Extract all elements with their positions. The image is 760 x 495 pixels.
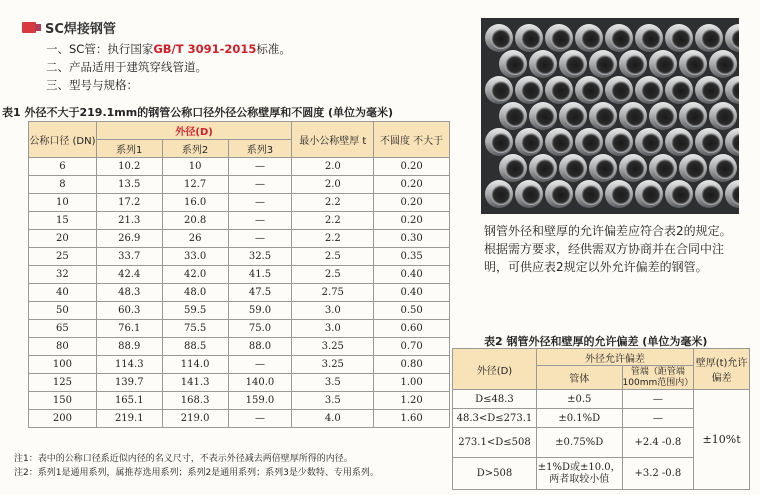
table1-row	[29, 284, 450, 302]
pipe-opening-shape	[625, 159, 645, 179]
pipe-opening-shape	[565, 107, 585, 127]
td-series3: 75.0	[228, 320, 292, 338]
pipe-opening-shape	[671, 133, 691, 153]
t2-wall: ±10%t	[694, 390, 750, 490]
pipe-opening-shape	[595, 55, 615, 75]
pipe-opening-shape	[581, 133, 601, 153]
td-dn: 20	[29, 230, 97, 248]
pipe-opening-shape	[685, 55, 705, 75]
td-thickness: 3.25	[292, 338, 374, 356]
pipe-opening-shape	[565, 159, 585, 179]
td-ovality: 0.40	[374, 266, 450, 284]
t2-end: +2.4 -0.8	[622, 428, 694, 458]
section-title: SC焊接钢管	[45, 22, 116, 37]
td-thickness: 3.5	[292, 392, 374, 410]
td-series2: 26	[162, 230, 228, 248]
pipe-opening-shape	[535, 55, 555, 75]
pipe-opening-shape	[701, 81, 721, 101]
table1-row	[29, 302, 450, 320]
td-series2: 168.3	[162, 392, 228, 410]
td-thickness: 2.5	[292, 266, 374, 284]
td-dn: 40	[29, 284, 97, 302]
td-dn: 150	[29, 392, 97, 410]
pipe-opening-shape	[701, 185, 721, 205]
pipe-opening-shape	[611, 185, 631, 205]
t2-body: ±0.75%D	[536, 428, 622, 458]
td-thickness: 2.0	[292, 158, 374, 176]
td-series1: 165.1	[96, 392, 162, 410]
pipe-opening-shape	[641, 29, 661, 49]
deviation-paragraph: 钢管外径和壁厚的允许偏差应符合表2的规定。根据需方要求，经供需双方协商并在合同中注明，可供应表2规定以外允许偏差的钢管。	[484, 224, 732, 274]
pipe-opening-shape	[625, 55, 645, 75]
td-dn: 32	[29, 266, 97, 284]
pipe-opening-shape	[551, 185, 571, 205]
th2-body: 管体	[536, 366, 622, 390]
th2-wall: 壁厚(t)允许偏差	[694, 349, 750, 390]
td-ovality: 0.35	[374, 248, 450, 266]
pipe-opening-shape	[521, 29, 541, 49]
pipe-opening-shape	[505, 159, 525, 179]
table1-row	[29, 248, 450, 266]
pipe-opening-shape	[641, 81, 661, 101]
td-series1: 60.3	[96, 302, 162, 320]
td-ovality: 0.30	[374, 230, 450, 248]
td-series2: 33.0	[162, 248, 228, 266]
th-series2: 系列2	[162, 140, 228, 158]
td-series1: 114.3	[96, 356, 162, 374]
pipe-opening-shape	[685, 159, 705, 179]
td-thickness: 3.0	[292, 320, 374, 338]
pipes-image	[481, 18, 739, 214]
table1-row	[29, 266, 450, 284]
td-series3: —	[228, 230, 292, 248]
table2	[452, 348, 750, 490]
t2-end: —	[622, 409, 694, 428]
pipe-opening-shape	[491, 133, 511, 153]
td-series1: 88.9	[96, 338, 162, 356]
th-dn: 公称口径 (DN)	[29, 122, 97, 158]
td-ovality: 0.80	[374, 356, 450, 374]
td-series3: 47.5	[228, 284, 292, 302]
td-ovality: 0.20	[374, 176, 450, 194]
pipe-opening-shape	[581, 185, 601, 205]
td-series3: —	[228, 176, 292, 194]
td-ovality: 0.40	[374, 284, 450, 302]
td-series1: 33.7	[96, 248, 162, 266]
t2-od: 48.3<D≤273.1	[453, 409, 537, 428]
spec-list	[46, 40, 291, 94]
t2-end: —	[622, 390, 694, 409]
table2-caption: 表2 钢管外径和壁厚的允许偏差 (单位为毫米)	[484, 335, 708, 348]
td-ovality: 1.00	[374, 374, 450, 392]
td-series3: —	[228, 410, 292, 428]
td-thickness: 2.2	[292, 212, 374, 230]
table1-notes	[14, 452, 379, 480]
pipe-opening-shape	[505, 55, 525, 75]
td-series2: 59.5	[162, 302, 228, 320]
table1-row	[29, 410, 450, 428]
pipe-opening-shape	[595, 159, 615, 179]
pipe-opening-shape	[581, 29, 601, 49]
table1-row	[29, 392, 450, 410]
td-series3: —	[228, 158, 292, 176]
td-series1: 139.7	[96, 374, 162, 392]
td-series1: 13.5	[96, 176, 162, 194]
t2-body: ±1%D或±10.0，两者取较小值	[536, 458, 622, 490]
th-series3: 系列3	[228, 140, 292, 158]
pipe-opening-shape	[701, 29, 721, 49]
note-2: 注2：系列1是通用系列，属推荐选用系列；系列2是通用系列；系列3是少数特、专用系列。	[14, 468, 379, 478]
t2-od: D>508	[453, 458, 537, 490]
td-series2: 75.5	[162, 320, 228, 338]
td-series3: 88.0	[228, 338, 292, 356]
th-thickness: 最小公称壁厚 t	[292, 122, 374, 158]
pipe-opening-shape	[655, 159, 675, 179]
table1-row	[29, 212, 450, 230]
table1-row	[29, 194, 450, 212]
pipe-opening-shape	[521, 185, 541, 205]
td-dn: 15	[29, 212, 97, 230]
spec-line-1: 一、SC管：执行国家GB/T 3091-2015标准。	[46, 42, 291, 56]
pipe-opening-shape	[701, 133, 721, 153]
td-ovality: 0.70	[374, 338, 450, 356]
td-dn: 50	[29, 302, 97, 320]
td-thickness: 2.2	[292, 230, 374, 248]
td-series2: 48.0	[162, 284, 228, 302]
td-series3: —	[228, 194, 292, 212]
td-dn: 200	[29, 410, 97, 428]
table1-body	[29, 158, 450, 428]
td-series1: 10.2	[96, 158, 162, 176]
table1	[28, 121, 450, 428]
td-series3: 41.5	[228, 266, 292, 284]
spec-line-2: 二、产品适用于建筑穿线管道。	[46, 60, 207, 74]
td-dn: 80	[29, 338, 97, 356]
td-series1: 21.3	[96, 212, 162, 230]
pipe-opening-shape	[655, 107, 675, 127]
th-ovality: 不圆度 不大于	[374, 122, 450, 158]
pipe-opening-shape	[611, 29, 631, 49]
td-dn: 25	[29, 248, 97, 266]
td-thickness: 2.0	[292, 176, 374, 194]
pipe-opening-shape	[685, 107, 705, 127]
pipe-opening-shape	[715, 159, 735, 179]
th-series1: 系列1	[96, 140, 162, 158]
td-series2: 42.0	[162, 266, 228, 284]
td-series2: 219.0	[162, 410, 228, 428]
td-series3: 140.0	[228, 374, 292, 392]
td-series2: 141.3	[162, 374, 228, 392]
pipe-opening-shape	[611, 81, 631, 101]
table1-caption: 表1 外径不大于219.1mm的钢管公称口径外径公称壁厚和不圆度 (单位为毫米)	[2, 106, 394, 119]
td-ovality: 1.60	[374, 410, 450, 428]
td-series1: 48.3	[96, 284, 162, 302]
pipe-opening-shape	[625, 107, 645, 127]
t2-od: D≤48.3	[453, 390, 537, 409]
t2-body: ±0.5	[536, 390, 622, 409]
pipe-opening-shape	[565, 55, 585, 75]
pipe-opening-shape	[671, 81, 691, 101]
td-ovality: 0.20	[374, 212, 450, 230]
td-series1: 219.1	[96, 410, 162, 428]
pipe-opening-shape	[551, 133, 571, 153]
td-thickness: 4.0	[292, 410, 374, 428]
td-series3: 59.0	[228, 302, 292, 320]
td-series3: —	[228, 212, 292, 230]
pipe-opening-shape	[491, 81, 511, 101]
spec-line-3: 三、型号与规格：	[46, 78, 138, 92]
td-series3: 32.5	[228, 248, 292, 266]
pipe-opening-shape	[715, 107, 735, 127]
td-ovality: 0.20	[374, 158, 450, 176]
pipe-opening-shape	[671, 29, 691, 49]
table1-row	[29, 158, 450, 176]
table1-row	[29, 320, 450, 338]
table1-row	[29, 356, 450, 374]
td-thickness: 2.2	[292, 194, 374, 212]
pipe-opening-shape	[551, 29, 571, 49]
th2-end: 管端（距管端100mm范围内）	[622, 366, 694, 388]
td-series3: 159.0	[228, 392, 292, 410]
pipe-opening-shape	[595, 107, 615, 127]
th2-od: 外径(D)	[453, 349, 537, 390]
pipe-opening-shape	[505, 107, 525, 127]
pipe-opening-shape	[521, 133, 541, 153]
td-thickness: 2.75	[292, 284, 374, 302]
pipe-opening-shape	[715, 55, 735, 75]
t2-end: +3.2 -0.8	[622, 458, 694, 490]
td-series2: 20.8	[162, 212, 228, 230]
table1-row	[29, 176, 450, 194]
pipe-opening-shape	[611, 133, 631, 153]
td-series1: 17.2	[96, 194, 162, 212]
pipe-opening-shape	[491, 29, 511, 49]
table1-row	[29, 230, 450, 248]
td-ovality: 0.50	[374, 302, 450, 320]
td-thickness: 3.0	[292, 302, 374, 320]
td-series1: 76.1	[96, 320, 162, 338]
td-series2: 12.7	[162, 176, 228, 194]
td-dn: 10	[29, 194, 97, 212]
th-od: 外径(D)	[96, 122, 292, 140]
td-thickness: 3.25	[292, 356, 374, 374]
th2-dev: 外径允许偏差	[536, 349, 693, 366]
t2-od: 273.1<D≤508	[453, 428, 537, 458]
pipe-opening-shape	[641, 185, 661, 205]
td-dn: 65	[29, 320, 97, 338]
pipe-opening-shape	[551, 81, 571, 101]
t2-body: ±0.1%D	[536, 409, 622, 428]
pipe-opening-shape	[671, 185, 691, 205]
td-ovality: 0.60	[374, 320, 450, 338]
td-dn: 100	[29, 356, 97, 374]
note-1: 注1：表中的公称口径系近似内径的名义尺寸，不表示外径减去两倍壁厚所得的内径。	[14, 454, 353, 464]
pipe-opening-shape	[521, 81, 541, 101]
pipe-opening-shape	[535, 107, 555, 127]
steel-pipes-photo	[481, 18, 739, 214]
td-series1: 26.9	[96, 230, 162, 248]
td-series3: —	[228, 356, 292, 374]
td-series1: 42.4	[96, 266, 162, 284]
td-ovality: 1.20	[374, 392, 450, 410]
section-header	[22, 18, 116, 37]
pipe-opening-shape	[491, 185, 511, 205]
td-series2: 10	[162, 158, 228, 176]
td-dn: 8	[29, 176, 97, 194]
pipe-opening-shape	[535, 159, 555, 179]
pipe-opening-shape	[655, 55, 675, 75]
pipe-opening-shape	[581, 81, 601, 101]
pipe-opening-shape	[641, 133, 661, 153]
td-series2: 16.0	[162, 194, 228, 212]
td-series2: 88.5	[162, 338, 228, 356]
table1-row	[29, 374, 450, 392]
td-dn: 125	[29, 374, 97, 392]
table1-row	[29, 338, 450, 356]
standard-code: GB/T 3091-2015	[153, 42, 257, 56]
td-thickness: 2.5	[292, 248, 374, 266]
td-thickness: 3.5	[292, 374, 374, 392]
td-ovality: 0.20	[374, 194, 450, 212]
bullet-icon	[22, 22, 36, 33]
td-series2: 114.0	[162, 356, 228, 374]
td-dn: 6	[29, 158, 97, 176]
